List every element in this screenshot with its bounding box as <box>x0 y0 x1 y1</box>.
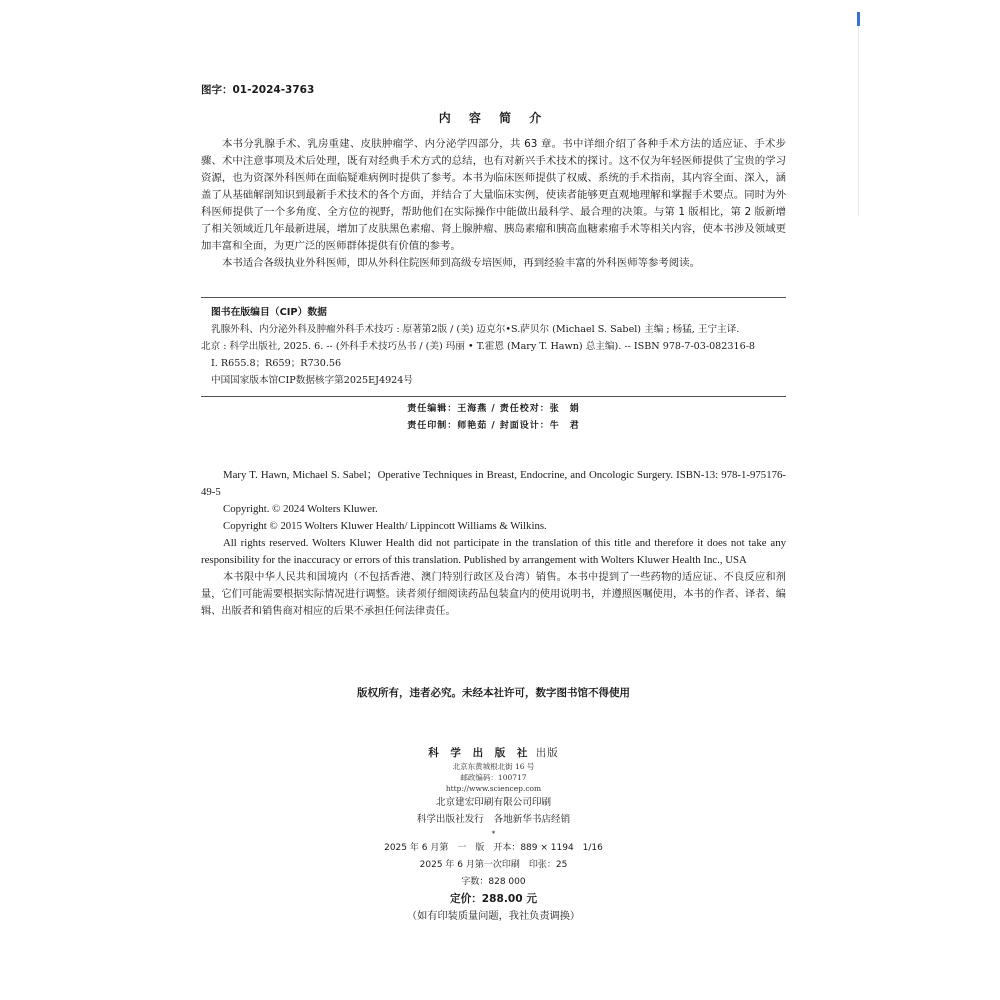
printing-line: 2025 年 6 月第一次印刷 印张：25 <box>419 860 568 870</box>
separator-star: * <box>491 830 496 838</box>
edition-line: 2025 年 6 月第 一 版 开本：889 × 1194 1/16 <box>384 843 603 853</box>
scrollbar-thumb[interactable] <box>857 12 860 26</box>
intro-section <box>201 136 786 272</box>
publisher-name: 科 学 出 版 社 <box>428 747 532 759</box>
intro-title: 内 容 简 介 <box>438 111 549 125</box>
cip-line: 北京 : 科学出版社, 2025. 6. -- (外科手术技巧丛书 / (美) 玛丽 • T.霍恩 (Mary T. Hawn) 总主编). -- ISBN 978-7-03-082316-8 <box>201 341 756 352</box>
copyright-paragraph: Copyright. © 2024 Wolters Kluwer. <box>223 503 378 515</box>
editor-line: 责任编辑：王海燕 / 责任校对：张 娟 <box>407 404 580 414</box>
publisher-name-suffix: 出版 <box>535 747 559 759</box>
cip-line: Ⅰ. R655.8；R659；R730.56 <box>211 358 342 369</box>
cip-block <box>201 297 786 397</box>
cip-line: 中国国家版本馆CIP数据核字第2025EJ4924号 <box>211 375 413 386</box>
copyright-block <box>201 467 786 620</box>
distribution-line: 科学出版社发行 各地新华书店经销 <box>416 814 571 825</box>
quality-note: （如有印装质量问题，我社负责调换） <box>406 911 581 922</box>
printer-line: 北京建宏印刷有限公司印刷 <box>435 797 552 808</box>
editors-block <box>201 401 786 435</box>
publisher-url: http://www.sciencep.com <box>445 784 542 793</box>
intro-paragraph: 本书适合各级执业外科医师，即从外科住院医师到高级专培医师，再到经验丰富的外科医师等参考阅读。 <box>222 257 700 269</box>
cip-line: 乳腺外科、内分泌外科及肿瘤外科手术技巧 : 原著第2版 / (美) 迈克尔•S.萨贝尔 (Michael S. Sabel) 主编 ; 杨猛, 王宁主译. <box>211 324 740 335</box>
scrollbar-track[interactable] <box>858 26 859 216</box>
rights-notice: 版权所有，违者必究。未经本社许可，数字图书馆不得使用 <box>357 687 630 699</box>
editor-line: 责任印制：师艳茹 / 封面设计：牛 君 <box>407 421 580 431</box>
sales-notice: 本书限中华人民共和国境内（不包括香港、澳门特别行政区及台湾）销售。本书中提到了一些药物的适应证、不良反应和剂量，它们可能需要根据实际情况进行调整。读者须仔细阅读药品包装盒内的使用说明书，并遵照医嘱使用，本书的作者、译者、编辑、出版者和销售商对相应的后果不承担任何法律责任。 <box>201 572 786 617</box>
registration-number: 图字：01-2024-3763 <box>201 84 315 96</box>
publisher-block <box>201 745 786 925</box>
price: 定价：288.00 元 <box>450 893 537 905</box>
cip-title: 图书在版编目（CIP）数据 <box>211 307 327 318</box>
intro-paragraph: 本书分乳腺手术、乳房重建、皮肤肿瘤学、内分泌学四部分，共 63 章。书中详细介绍了各种手术方法的适应证、手术步骤、术中注意事项及术后处理，既有对经典手术方式的总结，也有对新兴手术技术的探讨。这不仅为年轻医师提供了宝贵的学习资源，也为资深外科医师在面临疑难病例时提供了参考。本书为临床医师提供了权威、系统的手术指南，其内容全面、深入，涵盖了从基础解剖知识到最新手术技术的各个方面，并结合了大量临床实例，使读者能够更直观地理解和掌握手术要点。同时为外科医师提供了一个多角度、全方位的视野，帮助他们在实际操作中能做出最科学、最合理的决策。与第 1 版相比，第 2 版新增了相关领域近几年最新进展，增加了皮肤黑色素瘤、肾上腺肿瘤、胰岛素瘤和胰高血糖素瘤手术等相关内容，使本书涉及领域更加丰富和全面，为更广泛的医师群体提供有价值的参考。 <box>201 138 786 252</box>
publisher-address: 北京东黄城根北街 16 号 <box>452 762 535 771</box>
publisher-postcode: 邮政编码：100717 <box>460 773 527 782</box>
publisher-name-line <box>201 745 786 761</box>
copyright-paragraph: All rights reserved. Wolters Kluwer Health did not participate in the translation of this title and therefore it does not take any responsibility for the inaccuracy or errors of this translation. Published by arrangement with Wolters Kluwer Health Inc., USA <box>201 537 786 566</box>
copyright-page <box>201 0 786 1000</box>
copyright-paragraph: Copyright © 2015 Wolters Kluwer Health/ Lippincott Williams & Wilkins. <box>223 520 547 532</box>
copyright-paragraph: Mary T. Hawn, Michael S. Sabel；Operative Techniques in Breast, Endocrine, and Oncologic Surgery. ISBN-13: 978-1-975176-49-5 <box>201 469 786 498</box>
word-count: 字数：828 000 <box>461 877 526 887</box>
